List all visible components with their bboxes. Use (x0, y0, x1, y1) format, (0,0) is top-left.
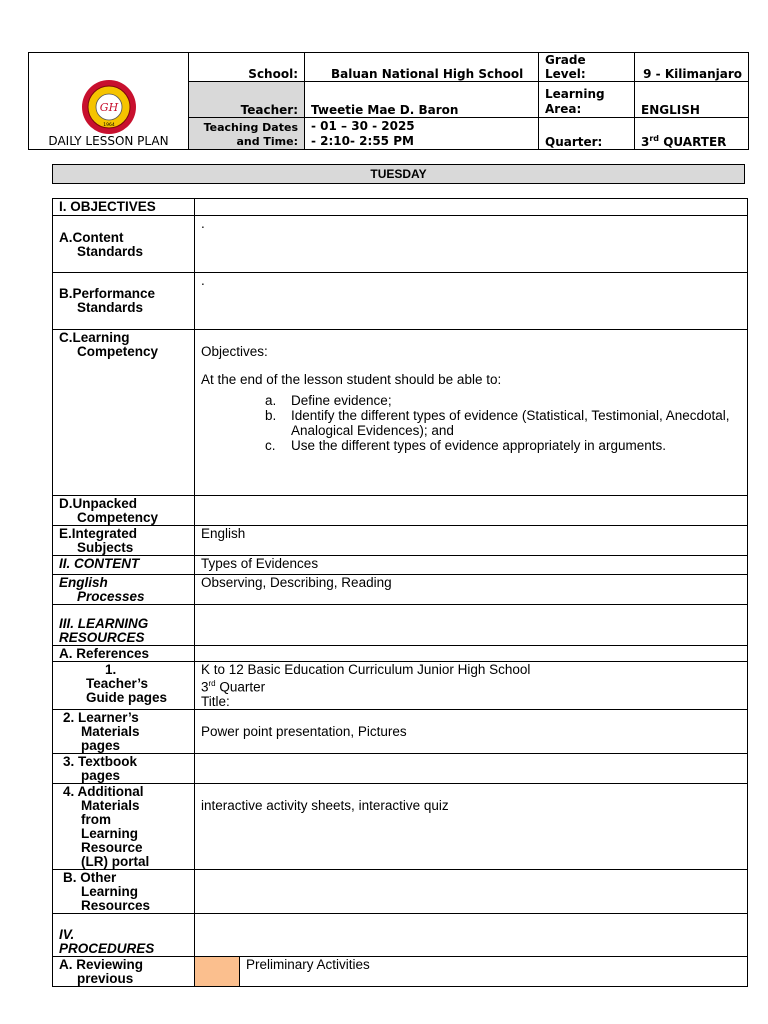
content-value: Types of Evidences (195, 556, 748, 575)
teachers-guide-line1: 1. (105, 662, 117, 677)
objectives-heading: I. OBJECTIVES (53, 199, 195, 216)
teaching-dates-label (189, 118, 305, 150)
list-marker: b. (265, 408, 277, 423)
learning-area-label (539, 82, 635, 118)
unpacked-competency-line1: Unpacked (72, 496, 138, 511)
objectives-value (195, 199, 748, 216)
procedures-heading (53, 913, 195, 956)
textbook-pages-line2: pages (81, 767, 121, 783)
tg-quarter-word: Quarter (215, 679, 266, 695)
teachers-guide-title: Title: (201, 693, 230, 709)
content-heading: II. CONTENT (53, 556, 195, 575)
learning-resources-heading (53, 605, 195, 646)
reviewing-line2: previous (77, 970, 134, 986)
english-processes-label (53, 575, 195, 605)
preliminary-activities: Preliminary Activities (240, 956, 748, 986)
textbook-pages-value (195, 753, 748, 783)
other-resources-value (195, 869, 748, 913)
performance-standards-label (53, 273, 195, 330)
grade-label: Grade Level: (539, 53, 635, 82)
reviewing-accent-cell (195, 956, 240, 986)
tg-quarter-number: 3 (201, 679, 209, 695)
teaching-time: - 2:10- 2:55 PM (311, 134, 414, 148)
learners-materials-line1: 2. Learner’s (63, 709, 139, 725)
quarter-label: Quarter: (539, 118, 635, 150)
performance-standards-line1: Performance (72, 286, 156, 301)
learning-area-label-line2: Area: (545, 102, 582, 116)
reviewing-line1: A. Reviewing (59, 956, 144, 972)
learning-area-value: ENGLISH (635, 82, 749, 118)
procedures-heading-line2: PROCEDURES (59, 940, 155, 956)
learners-materials-value (195, 709, 748, 753)
integrated-subjects-letter: E. (59, 526, 72, 541)
teachers-guide-quarter (201, 677, 741, 695)
learning-competency-label (53, 330, 195, 496)
learning-resources-heading-line1: III. LEARNING (59, 616, 149, 631)
teachers-guide-curriculum: K to 12 Basic Education Curriculum Junior High School (201, 662, 531, 677)
quarter-suffix: rd (649, 134, 660, 143)
learners-materials-line2: Materials (81, 723, 140, 739)
additional-materials-line6: (LR) portal (81, 853, 150, 869)
textbook-pages-line1: 3. Textbook (63, 753, 138, 769)
integrated-subjects-label (53, 526, 195, 556)
unpacked-competency-letter: D. (59, 496, 73, 511)
learning-competency-line1: Learning (72, 330, 130, 345)
teachers-guide-value (195, 662, 748, 710)
list-item (265, 438, 741, 453)
teachers-guide-line2: Teacher’s (86, 676, 149, 691)
other-resources-line2: Learning (81, 883, 139, 899)
performance-standards-letter: B. (59, 286, 73, 301)
list-marker: a. (265, 393, 277, 408)
competency-list (201, 393, 741, 453)
list-marker: c. (265, 438, 276, 453)
integrated-subjects-line1: Integrated (71, 526, 138, 541)
other-resources-line3: Resources (81, 897, 151, 913)
seal-year: 1964 (102, 123, 115, 128)
learners-materials-label (53, 709, 195, 753)
teaching-dates-value (305, 118, 539, 150)
teacher-value: Tweetie Mae D. Baron (305, 82, 539, 118)
content-standards-line2: Standards (77, 244, 144, 259)
additional-materials-line2: Materials (81, 797, 140, 813)
school-label: School: (189, 53, 305, 82)
learning-area-label-line1: Learning (545, 87, 605, 101)
teaching-dates-label-line2: and Time: (236, 135, 298, 148)
list-item (265, 408, 741, 438)
content-standards-letter: A. (59, 230, 73, 245)
procedures-value (195, 913, 748, 956)
unpacked-competency-line2: Competency (77, 510, 159, 525)
logo-cell (29, 53, 189, 150)
other-resources-line1: B. Other (63, 869, 117, 885)
list-text: Define evidence; (291, 393, 392, 408)
unpacked-competency-label (53, 496, 195, 526)
teachers-guide-line3: Guide pages (86, 690, 168, 705)
school-value: Baluan National High School (305, 53, 539, 82)
list-text: Use the different types of evidence appropriately in arguments. (291, 438, 666, 453)
list-text: Identify the different types of evidence (Statistical, Testimonial, Anecdotal, Analogical Evidences); and (291, 408, 730, 438)
additional-materials-line5: Resource (81, 839, 143, 855)
learning-competency-line2: Competency (77, 344, 159, 359)
learners-materials-text: Power point presentation, Pictures (201, 723, 407, 739)
teacher-label: Teacher: (189, 82, 305, 118)
references-value (195, 646, 748, 662)
reviewing-label (53, 956, 195, 986)
integrated-subjects-value: English (195, 526, 748, 556)
learners-materials-line3: pages (81, 737, 121, 753)
content-standards-label (53, 216, 195, 273)
teaching-date: - 01 – 30 - 2025 (311, 119, 415, 133)
competency-lead: At the end of the lesson student should be able to: (201, 372, 502, 387)
learning-competency-value (195, 330, 748, 496)
school-seal-icon (61, 78, 157, 134)
day-bar: TUESDAY (52, 164, 745, 184)
other-resources-label (53, 869, 195, 913)
seal-initials: GH (99, 101, 118, 114)
grade-value: 9 - Kilimanjaro (635, 53, 749, 82)
references-label: A. References (53, 646, 195, 662)
additional-materials-line4: Learning (81, 825, 139, 841)
learning-resources-heading-line2: RESOURCES (59, 630, 145, 645)
learning-competency-letter: C. (59, 330, 73, 345)
unpacked-competency-value (195, 496, 748, 526)
content-standards-line1: Content (72, 230, 124, 245)
textbook-pages-label (53, 753, 195, 783)
lesson-table (52, 198, 748, 987)
additional-materials-line3: from (81, 811, 111, 827)
additional-materials-line1: 4. Additional (63, 783, 144, 799)
performance-standards-line2: Standards (77, 300, 144, 315)
english-processes-line1: English (59, 575, 108, 590)
header-table (28, 52, 749, 150)
list-item (265, 393, 741, 408)
learning-resources-value (195, 605, 748, 646)
content-standards-value: . (195, 216, 748, 273)
teachers-guide-label (53, 662, 195, 710)
quarter-word: QUARTER (659, 135, 727, 149)
additional-materials-text: interactive activity sheets, interactive quiz (201, 797, 449, 813)
integrated-subjects-line2: Subjects (77, 540, 134, 555)
quarter-value (635, 118, 749, 150)
teaching-dates-label-line1: Teaching Dates (203, 121, 298, 134)
english-processes-value: Observing, Describing, Reading (195, 575, 748, 605)
quarter-number: 3 (641, 135, 650, 149)
competency-intro: Objectives: (201, 344, 268, 359)
additional-materials-value (195, 783, 748, 869)
document-title: DAILY LESSON PLAN (48, 134, 169, 148)
performance-standards-value: . (195, 273, 748, 330)
additional-materials-label (53, 783, 195, 869)
procedures-heading-line1: IV. (59, 926, 75, 942)
english-processes-line2: Processes (77, 589, 145, 604)
tg-quarter-suffix: rd (208, 679, 216, 688)
